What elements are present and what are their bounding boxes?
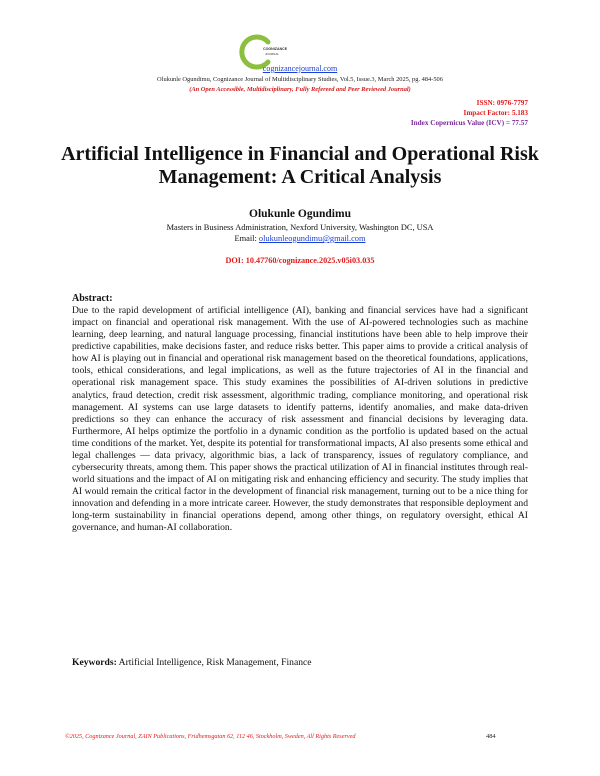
keywords-text: Artificial Intelligence, Risk Management, Finance	[116, 657, 312, 668]
journal-site-link[interactable]: cognizancejournal.com	[262, 64, 338, 73]
open-access-note: (An Open Accessible, Multidisciplinary, Fully Refereed and Peer Reviewed Journal)	[189, 86, 411, 93]
issn: ISSN: 0976-7797	[476, 99, 528, 107]
logo-text-line-2: JOURNAL	[265, 52, 280, 56]
abstract-body: Due to the rapid development of artificial intelligence (AI), banking and financial services have had a significant impact on financial and operational risk management. With the use of AI-powered technologies such as machine learning, deep learning, and natural language processing, financial institutions have been able to help improve their predictive capabilities, make decisions faster, and reduce risks better. This paper aims to provide a critical analysis of how AI is playing out in financial and operational risk management based on the theoretical foundations, applications, tools, ethical considerations, and legal implications, as well as the future trajectories of AI in the financial and operational risk management space. This study examines the possibilities of AI-driven solutions in predictive analytics, fraud detection, credit risk assessment, algorithmic trading, compliance monitoring, and operational risk management. AI systems can use large datasets to identify patterns, identify anomalies, and make data-driven predictions so they can enhance the accuracy of risk assessment and financial decisions by leveraging data. Furthermore, AI helps optimize the portfolio in a dynamic condition as the portfolio is updated based on the actual time conditions of the market. Yet, despite its potential for transformational impacts, AI also presents some ethical and legal challenges — data privacy, algorithmic bias, a lack of transparency, issues of regulatory compliance, and cybersecurity threats, among them. This paper shows the practical utilization of AI in financial institutes through real-world situations and the impact of AI on mitigating risk and enhancing efficiency and security. The study implies that AI would remain the critical factor in the development of financial risk management, turning out to be a nice thing for innovation and defending in a more intricate career. However, the study demonstrates that responsible deployment and long-term sustainability in financial operations depend, among other things, on regulatory oversight, ethical AI governance, and human-AI collaboration.	[72, 305, 528, 534]
abstract-heading: Abstract:	[72, 293, 113, 304]
impact-factor: Impact Factor: 5.183	[463, 109, 528, 117]
doi[interactable]: DOI: 10.47760/cognizance.2025.v05i03.035	[225, 256, 375, 265]
footer-copyright: ©2025, Cognizance Journal, ZAIN Publications, Fridhemsgatan 62, 112 46, Stockholm, Sweden, All Rights Reserved	[65, 733, 356, 740]
logo-text-line-1: COGNIZANCE	[263, 47, 288, 51]
icv-value: Index Copernicus Value (ICV) = 77.57	[410, 119, 528, 127]
author-affiliation: Masters in Business Administration, Nexford University, Washington DC, USA	[166, 223, 434, 232]
email-label: Email:	[234, 234, 259, 243]
citation-line: Olukunle Ogundimu, Cognizance Journal of Multidisciplinary Studies, Vol.5, Issue.3, March 2025, pg. 484-506	[157, 76, 443, 83]
keywords-label: Keywords:	[72, 657, 117, 668]
keywords-line	[72, 657, 528, 668]
author-name: Olukunle Ogundimu	[249, 208, 351, 220]
author-email-line	[0, 234, 600, 243]
page-number: 484	[486, 733, 496, 740]
email-link[interactable]: olukunleogundimu@gmail.com	[258, 234, 366, 243]
paper-title: Artificial Intelligence in Financial and Operational Risk Management: A Critical Analysis	[61, 143, 539, 188]
